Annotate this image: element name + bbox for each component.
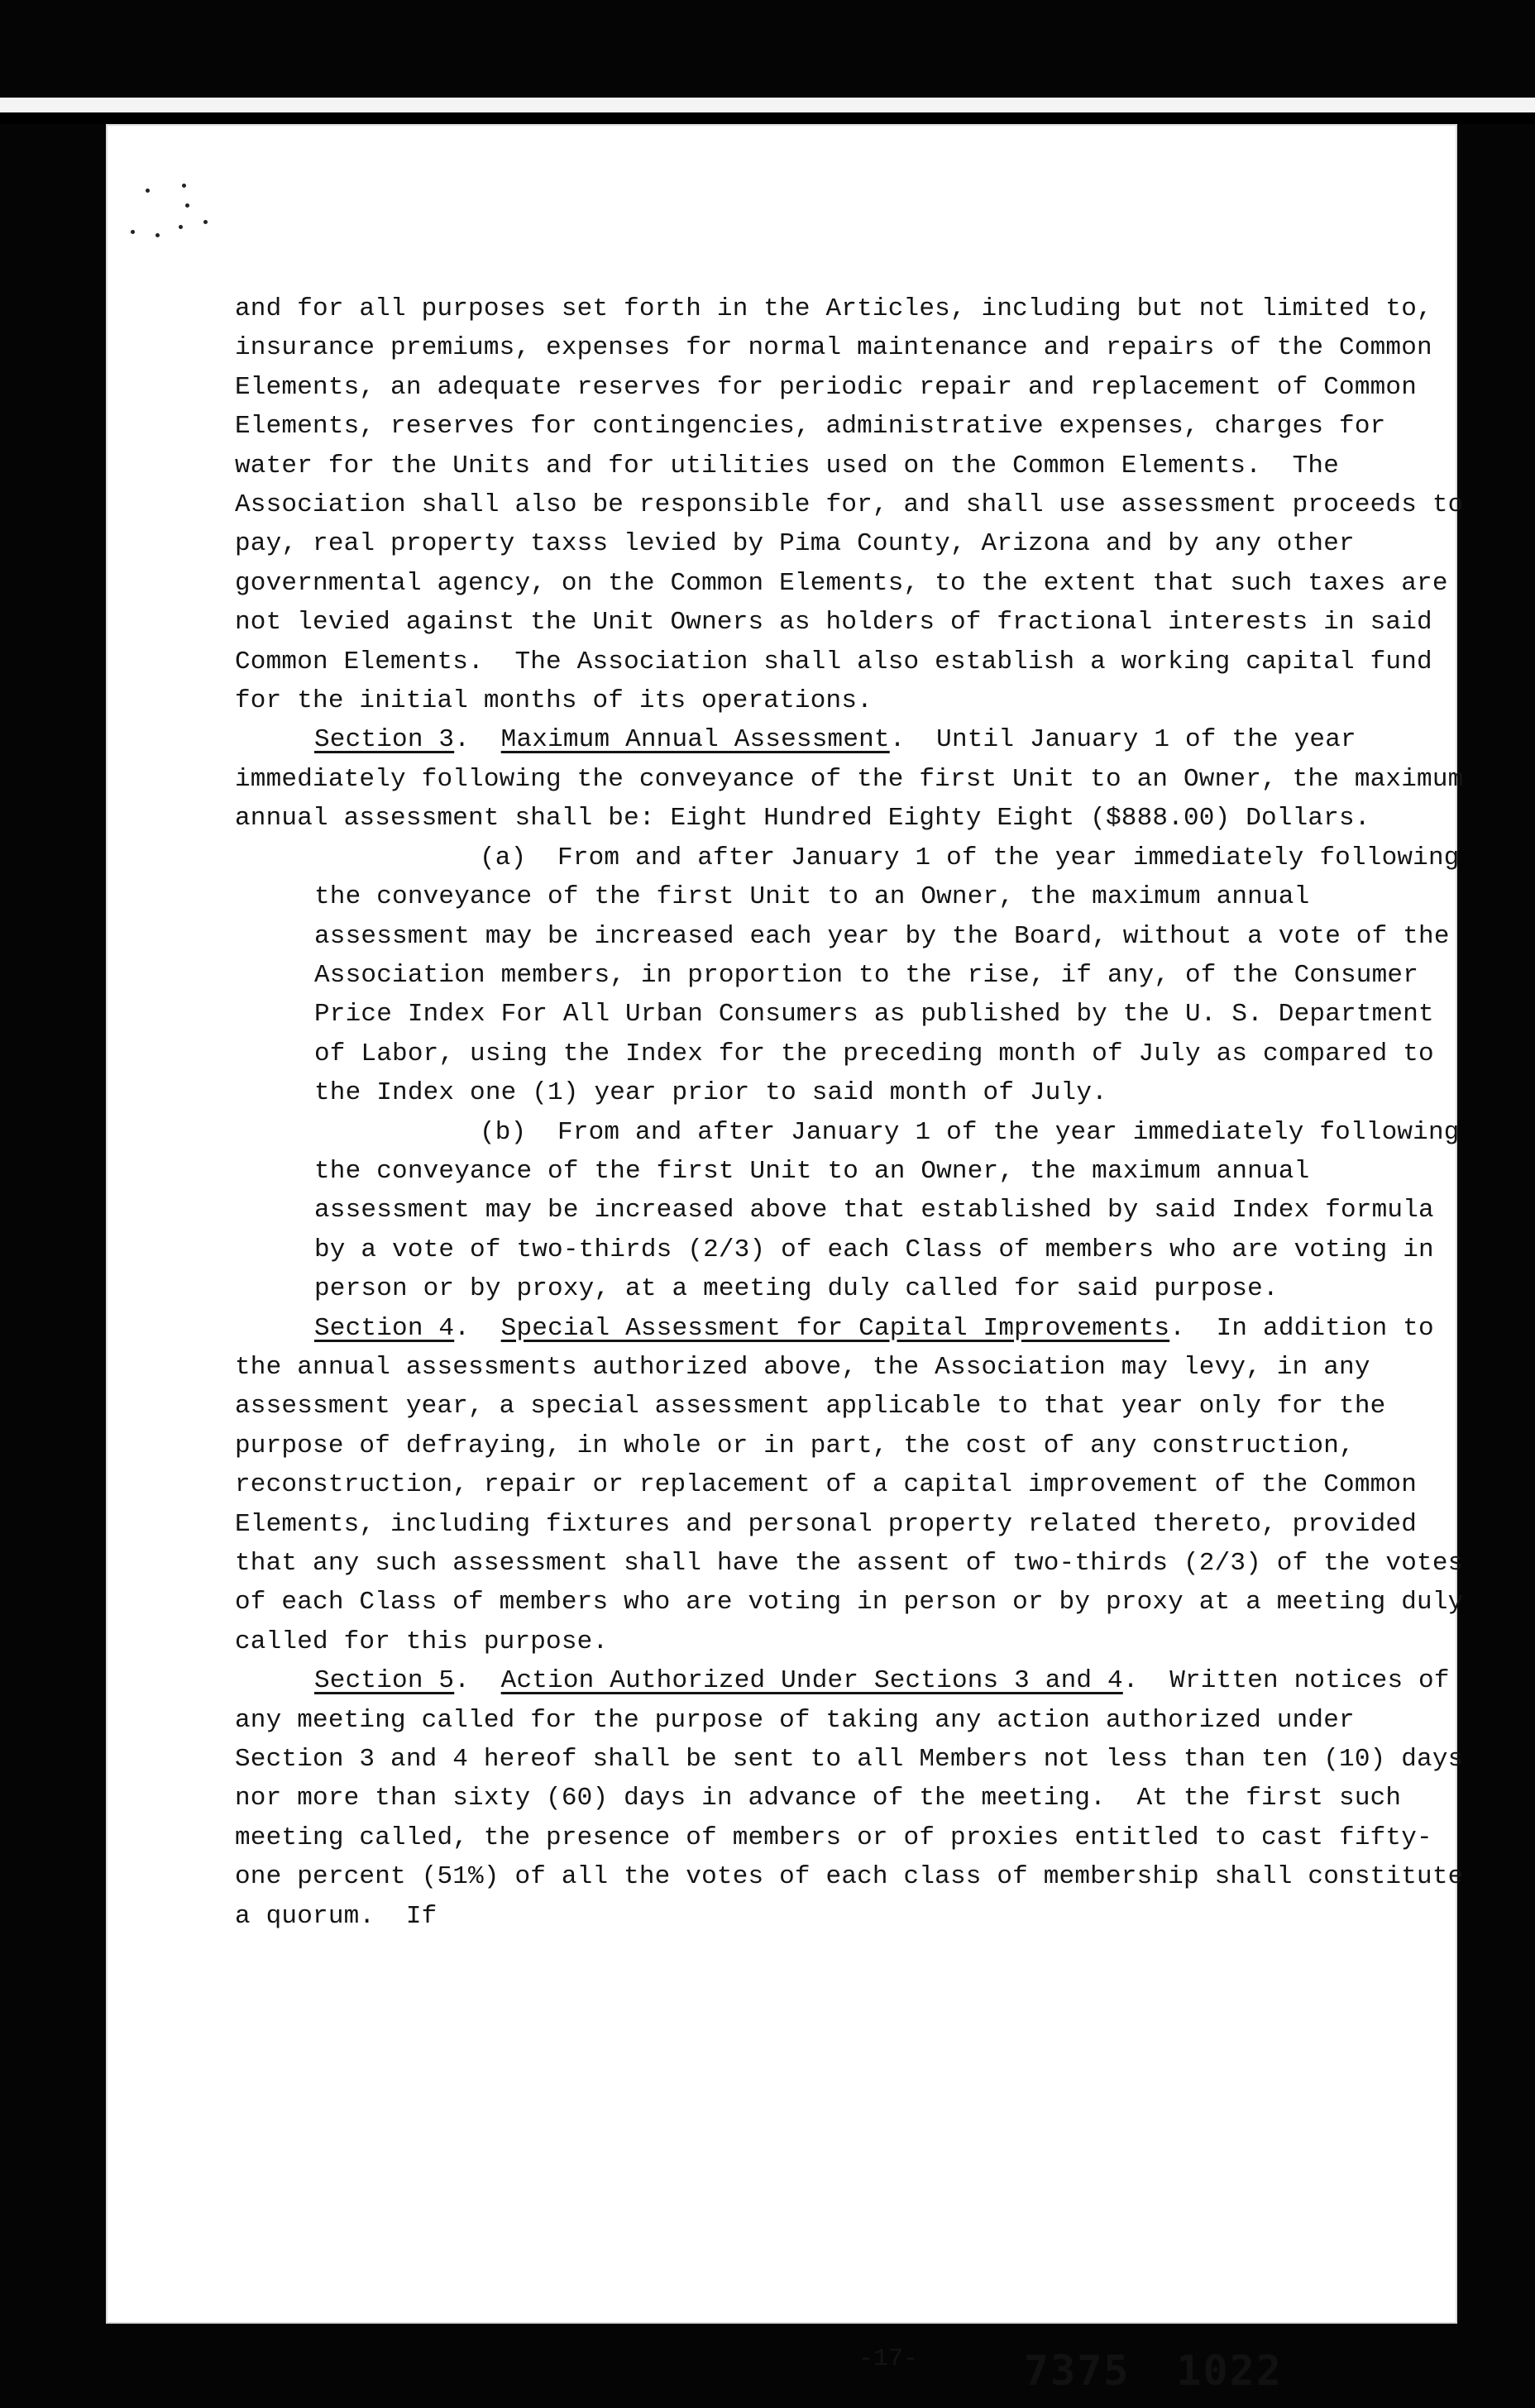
scan-speck [185,203,189,208]
section-5-number: Section 5 [314,1666,455,1696]
section-4-body: In addition to the annual assessments authorized above, the Association may levy, in any assessment year, a special assessment applicable to that year only for the purpose of defraying, in whole or in part, the cost of any construction, reconstruction, repair or replacement of a capital improvement of the Common Elements, including fixtures and personal property related thereto, provided that any such assessment shall have the assent of two-thirds (2/3) of the votes of each Class of members who are voting in person or by proxy at a meeting duly called for this purpose. [235,1313,1480,1656]
section-4-title: Special Assessment for Capital Improvements [500,1313,1170,1343]
scan-speck [131,230,135,234]
scan-speck [179,225,183,229]
section-3-body: Until January 1 of the year immediately following the conveyance of the first Unit to an Owner, the maximum annual assessment shall be: Eight Hundred Eighty Eight ($888.00) Dollars. [235,725,1480,834]
section-3-clause-b: (b) From and after January 1 of the year immediately following the conveyance of the first Unit to an Owner, the maximum annual assessment may be increased above that established by said Index formula by a vote of two-thirds (2/3) of each Class of members who are voting in person or by proxy, at a meeting duly called for said purpose. [314,1117,1475,1304]
intro-paragraph: and for all purposes set forth in the Articles, including but not limited to, insurance premiums, expenses for normal maintenance and repairs of the Common Elements, an adequate reserves for periodic repair and replacement of Common Elements, reserves for contingencies, administrative expenses, charges for water for the Units and for utilities used on the Common Elements. The Association shall also be responsible for, and shall use assessment proceeds to pay, real property taxss levied by Pima County, Arizona and by any other governmental agency, on the Common Elements, to the extent that such taxes are not levied against the Unit Owners as holders of fractional interests in said Common Elements. The Association shall also establish a working capital fund for the initial months of its operations. [235,294,1480,716]
section-5-paragraph: Section 5. Action Authorized Under Sections 3 and 4. Written notices of any meeting called for the purpose of taking any action authorized under Section 3 and 4 hereof shall be sent to all Members not less than ten (10) days nor more than sixty (60) days in advance of the meeting. At the first such meeting called, the presence of members or of proxies entitled to cast fifty-one percent (51%) of all the votes of each class of membership shall constitute a quorum. If [235,1666,1480,1931]
scan-speck [203,220,208,224]
scan-speck [155,233,160,237]
section-5-title: Action Authorized Under Sections 3 and 4 [500,1666,1123,1696]
page-number: -17- [858,2345,919,2373]
document-page [106,124,1480,2395]
scan-edge-gap [0,112,1535,124]
section-3-title: Maximum Annual Assessment [500,725,890,755]
document-body [235,289,1480,1936]
section-3-paragraph: Section 3. Maximum Annual Assessment. Until January 1 of the year immediately following the conveyance of the first Unit to an Owner, the maximum annual assessment shall be: Eight Hundred Eighty Eight ($888.00) Dollars. [235,725,1480,834]
stamp-book-number: 7375 [1024,2347,1131,2395]
section-4-paragraph: Section 4. Special Assessment for Capital Improvements. In addition to the annual assessments authorized above, the Association may levy, in any assessment year, a special assessment applicable to that year only for the purpose of defraying, in whole or in part, the cost of any construction, reconstruction, repair or replacement of a capital improvement of the Common Elements, including fixtures and personal property related thereto, provided that any such assessment shall have the assent of two-thirds (2/3) of the votes of each Class of members who are voting in person or by proxy at a meeting duly called for this purpose. [235,1313,1480,1656]
section-3-clause-a: (a) From and after January 1 of the year immediately following the conveyance of the first Unit to an Owner, the maximum annual assessment may be increased each year by the Board, without a vote of the Association members, in proportion to the rise, if any, of the Consumer Price Index For All Urban Consumers as published by the U. S. Department of Labor, using the Index for the preceding month of July as compared to the Index one (1) year prior to said month of July. [314,843,1475,1108]
scan-speck [182,184,186,188]
scan-speck [146,189,150,193]
stamp-page-number: 1022 [1176,2347,1283,2395]
scan-edge-band [0,98,1535,112]
section-3-number: Section 3 [314,725,455,755]
section-5-body: Written notices of any meeting called for the purpose of taking any action authorized under Section 3 and 4 hereof shall be sent to all Members not less than ten (10) days nor more than sixty (60) days in advance of the meeting. At the first such meeting called, the presence of members or of proxies entitled to cast fifty-one percent (51%) of all the votes of each class of membership shall constitute a quorum. If [235,1666,1480,1931]
recording-stamp [1024,2347,1283,2395]
section-4-number: Section 4 [314,1313,455,1343]
